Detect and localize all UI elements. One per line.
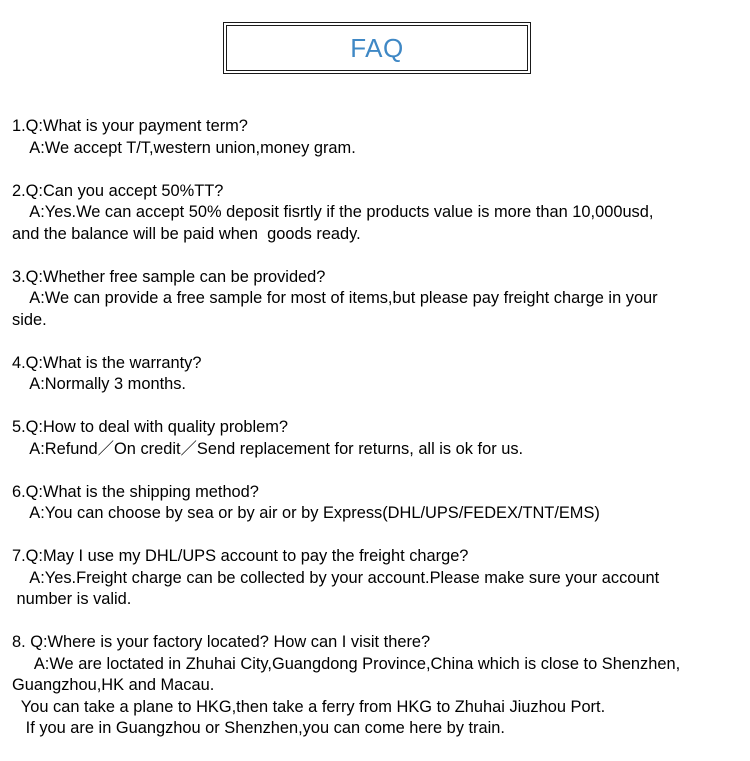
faq-answer: A:We can provide a free sample for most of items,but please pay freight charge in your — [12, 289, 658, 307]
faq-list — [12, 116, 742, 761]
faq-answer-continued: You can take a plane to HKG,then take a ferry from HKG to Zhuhai Jiuzhou Port. — [12, 697, 606, 716]
faq-title-box — [223, 22, 531, 74]
faq-answer-continued: and the balance will be paid when goods ready. — [12, 224, 361, 243]
faq-item-8 — [12, 632, 742, 740]
faq-answer: A:Normally 3 months. — [12, 375, 186, 393]
faq-item-1 — [12, 116, 742, 159]
faq-question: 7.Q:May I use my DHL/UPS account to pay the freight charge? — [12, 547, 469, 565]
faq-answer: A:We are loctated in Zhuhai City,Guangdong Province,China which is close to Shenzhen, — [12, 654, 681, 673]
faq-title: FAQ — [350, 32, 404, 63]
faq-question: 5.Q:How to deal with quality problem? — [12, 418, 289, 436]
faq-question: 1.Q:What is your payment term? — [12, 117, 248, 135]
faq-question: 4.Q:What is the warranty? — [12, 353, 202, 372]
faq-item-6 — [12, 482, 742, 525]
faq-answer: A:Yes.Freight charge can be collected by your account.Please make sure your account — [12, 568, 660, 587]
faq-answer-continued: If you are in Guangzhou or Shenzhen,you can come here by train. — [12, 719, 505, 737]
faq-answer-continued: side. — [12, 310, 47, 329]
faq-question: 3.Q:Whether free sample can be provided? — [12, 267, 326, 286]
faq-question: 2.Q:Can you accept 50%TT? — [12, 181, 224, 200]
faq-item-2 — [12, 181, 742, 246]
faq-question: 8. Q:Where is your factory located? How can I visit there? — [12, 633, 431, 651]
faq-item-7 — [12, 546, 742, 611]
faq-answer: A:Yes.We can accept 50% deposit fisrtly if the products value is more than 10,000usd, — [12, 203, 654, 221]
faq-answer: A:You can choose by sea or by air or by Express(DHL/UPS/FEDEX/TNT/EMS) — [12, 504, 600, 522]
faq-answer: A:We accept T/T,western union,money gram. — [12, 138, 356, 157]
faq-answer: A:Refund／On credit／Send replacement for returns, all is ok for us. — [12, 439, 524, 458]
faq-item-3 — [12, 267, 742, 332]
faq-answer-continued: Guangzhou,HK and Macau. — [12, 676, 215, 694]
faq-item-4 — [12, 353, 742, 396]
faq-answer-continued: number is valid. — [12, 590, 132, 608]
faq-question: 6.Q:What is the shipping method? — [12, 482, 259, 501]
faq-item-5 — [12, 417, 742, 460]
